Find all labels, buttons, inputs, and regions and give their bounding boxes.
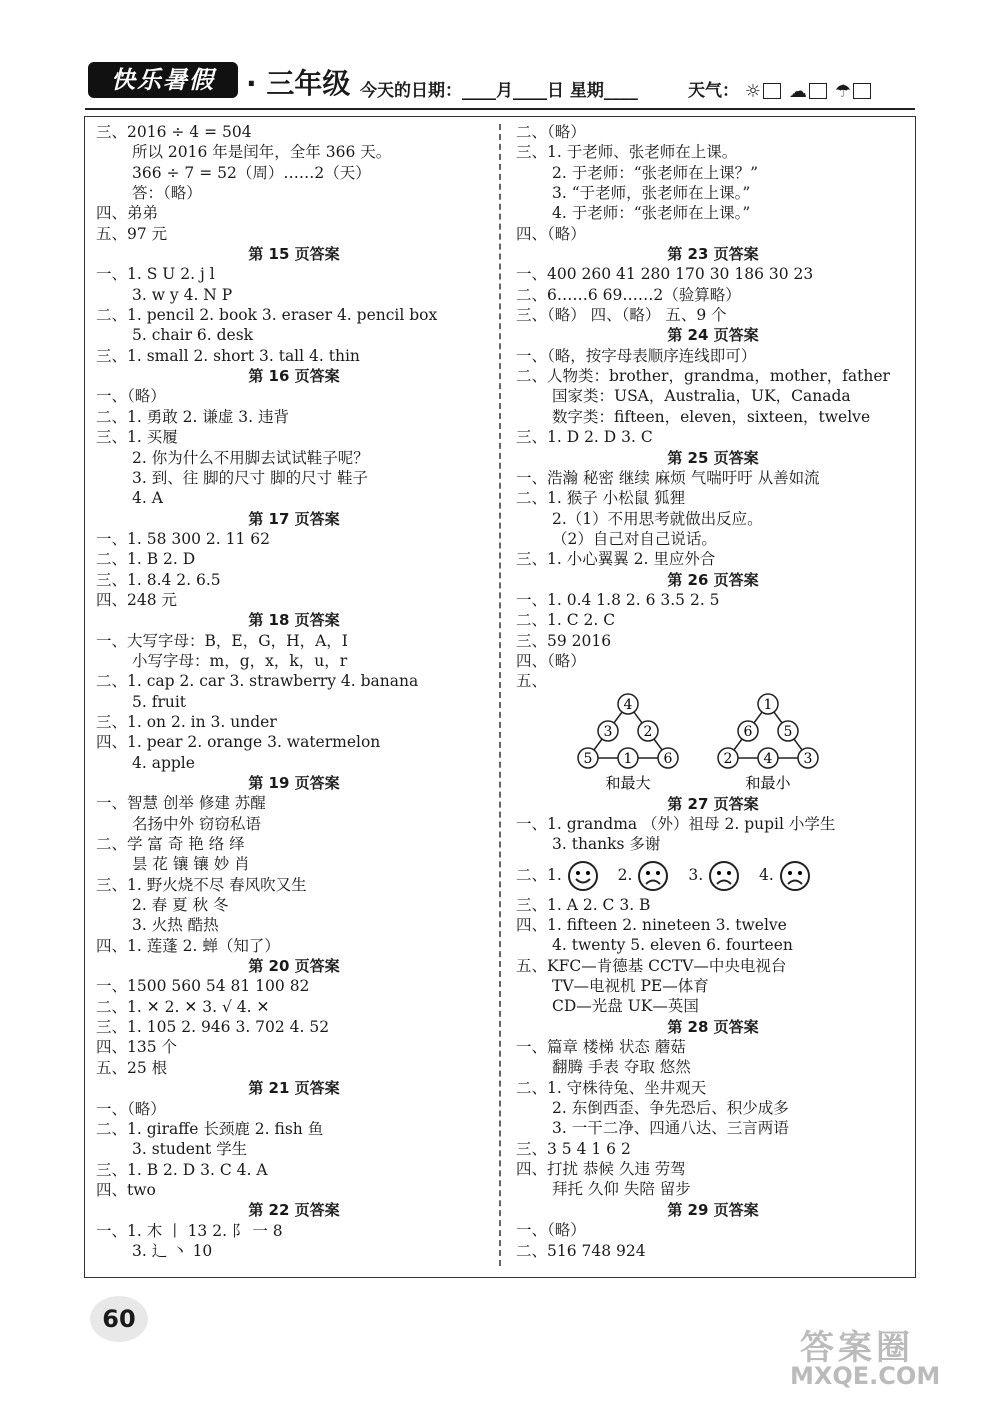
answer-line: 三、2016 ÷ 4 = 504 [96, 123, 252, 141]
answer-line: 四、1. pear 2. orange 3. watermelon [96, 733, 381, 752]
faces-label-2: 2. [617, 865, 633, 884]
answer-line: 一、（略） [516, 1221, 586, 1240]
answer-line: 3. 火热 酷热 [132, 916, 219, 935]
answer-line: 一、大写字母：B，E，G，H，A，I [96, 631, 348, 650]
weather-field [688, 76, 873, 102]
answer-line: 二、516 748 924 [516, 1241, 646, 1260]
sad-face-icon [637, 860, 669, 892]
answer-line: 2. 于老师：“张老师在上课？” [552, 163, 759, 182]
answer-line: 二、1. pencil 2. book 3. eraser 4. pencil box [96, 306, 438, 325]
left-column [96, 122, 492, 1261]
answer-line: 一、浩瀚 秘密 继续 麻烦 气喘吁吁 从善如流 [516, 468, 820, 487]
triangle-node-value: 5 [583, 750, 593, 767]
answer-line: 二、（略） [516, 123, 586, 141]
answer-line: 四、135 个 [96, 1038, 178, 1057]
answer-line: 四、248 元 [96, 590, 178, 609]
section-heading: 第 29 页答案 [667, 1200, 759, 1219]
answer-line: 名扬中外 窃窃私语 [132, 814, 261, 833]
triangle-node-value: 3 [603, 723, 613, 740]
section-heading: 第 24 页答案 [667, 326, 759, 345]
faces-label-3: 3. [688, 865, 704, 884]
answer-line: 答：（略） [132, 184, 202, 203]
book-logo: 快乐暑假 [88, 62, 238, 98]
answer-line: 一、（略） [96, 1099, 166, 1118]
sad-face-icon [708, 860, 740, 892]
rain-icon: ☂ [834, 80, 852, 102]
answer-line: 2. 东倒西歪、争先恐后、积少成多 [552, 1099, 789, 1118]
section-heading: 第 26 页答案 [667, 570, 759, 589]
page-number: 60 [90, 1296, 148, 1342]
answer-line: 一、1500 560 54 81 100 82 [96, 977, 310, 996]
answer-line: 四、弟弟 [96, 204, 159, 223]
answer-line: 四、1. 莲蓬 2. 蝉（知了） [96, 936, 280, 955]
triangle-node-value: 1 [763, 696, 773, 713]
answer-line: 三、1. B 2. D 3. C 4. A [96, 1160, 268, 1179]
triangle-node-value: 4 [763, 750, 773, 767]
answer-line: 二、1. ✕ 2. ✕ 3. √ 4. ✕ [96, 997, 270, 1016]
section-heading: 第 22 页答案 [248, 1201, 340, 1220]
answer-line: 4. apple [132, 753, 195, 772]
answer-line: 二、学 富 奇 艳 络 绎 [96, 835, 245, 854]
answer-line: 3. thanks 多谢 [552, 835, 661, 854]
answer-line: 一、1. 0.4 1.8 2. 6 3.5 2. 5 [516, 590, 720, 609]
answer-line: 366 ÷ 7 = 52（周）……2（天） [132, 163, 371, 182]
section-heading: 第 23 页答案 [667, 245, 759, 264]
grade-label: · 三年级 [246, 67, 351, 100]
answer-line: （2）自己对自己说话。 [552, 529, 717, 548]
answer-line: 3. 到、往 脚的尺寸 脚的尺寸 鞋子 [132, 468, 368, 487]
answer-line: 二、1. giraffe 长颈鹿 2. fish 鱼 [96, 1119, 324, 1138]
answer-line: 4. twenty 5. eleven 6. fourteen [552, 936, 793, 955]
answer-line: 三、1. 买履 [96, 428, 178, 447]
page-header [88, 58, 908, 108]
section-heading: 第 20 页答案 [248, 957, 340, 976]
smile-face-icon [567, 860, 599, 892]
triangle-diagram [516, 692, 910, 794]
answer-line: 三、（略） 四、（略） 五、9 个 [516, 306, 727, 325]
answer-line: 一、智慧 创举 修建 苏醒 [96, 794, 266, 813]
triangle-node-value: 2 [723, 750, 733, 767]
answer-line: 三、1. 于老师、张老师在上课。 [516, 143, 738, 162]
triangle-puzzles [516, 692, 910, 794]
answer-line: 三、1. 105 2. 946 3. 702 4. 52 [96, 1018, 330, 1037]
answer-line: 三、1. D 2. D 3. C [516, 428, 653, 447]
answer-line: 3. student 学生 [132, 1140, 248, 1159]
triangle-node-value: 4 [623, 696, 633, 713]
answer-line: 五、97 元 [96, 224, 168, 243]
section-heading: 第 18 页答案 [248, 611, 340, 630]
date-line: 今天的日期：____月____日 星期____ [360, 81, 638, 101]
section-heading: 第 15 页答案 [248, 245, 340, 264]
watermark-url: MXQE.COM [790, 1362, 941, 1390]
section-heading: 第 17 页答案 [248, 509, 340, 528]
section-heading: 第 27 页答案 [667, 794, 759, 813]
answer-line: 二、1. 守株待兔、坐井观天 [516, 1078, 707, 1097]
answer-line: 5. fruit [132, 692, 187, 711]
cloud-icon: ☁ [788, 80, 807, 102]
checkbox [763, 83, 781, 99]
triangle-caption: 和最大 [605, 773, 651, 792]
answer-line: 2. 你为什么不用脚去试试鞋子呢？ [132, 448, 369, 467]
answer-line: 四、1. fifteen 2. nineteen 3. twelve [516, 916, 787, 934]
answer-line: 小写字母：m，g，x，k，u，r [132, 651, 348, 670]
answer-line: 一、1. S U 2. j l [96, 265, 215, 284]
answer-line: 一、（略，按字母表顺序连线即可） [516, 346, 757, 365]
triangle-node-value: 6 [743, 723, 753, 740]
answer-line: 二、1. 猴子 小松鼠 狐狸 [516, 489, 686, 508]
triangle-node-value: 1 [623, 750, 633, 767]
answer-line: 一、400 260 41 280 170 30 186 30 23 [516, 265, 814, 284]
answer-line: 四、（略） [516, 224, 586, 243]
answer-line: 三、59 2016 [516, 631, 612, 650]
answer-line: 3. “于老师，张老师在上课。” [552, 184, 751, 203]
triangle-node-value: 2 [643, 723, 653, 740]
answer-line: 二、1. C 2. C [516, 611, 616, 630]
answer-line: 一、1. grandma （外）祖母 2. pupil 小学生 [516, 814, 836, 833]
answer-line: 三、1. on 2. in 3. under [96, 712, 277, 731]
answer-line: 3. 一干二净、四通八达、三言两语 [552, 1119, 789, 1138]
section-heading: 第 19 页答案 [248, 774, 340, 792]
watermark-logo: 答案圈 [800, 1328, 914, 1368]
faces-prefix: 二、1. [516, 865, 562, 884]
answer-line: 国家类：USA，Australia，UK，Canada [552, 387, 851, 406]
answer-line: 四、（略） [516, 651, 586, 670]
answer-line: 昙 花 镶 镶 妙 肖 [132, 855, 250, 874]
answer-line: 三、1. 小心翼翼 2. 里应外合 [516, 550, 716, 569]
section-heading: 第 28 页答案 [667, 1017, 759, 1036]
section-heading: 第 25 页答案 [667, 448, 759, 467]
answer-line: 五、KFC—肯德基 CCTV—中央电视台 [516, 956, 787, 975]
answer-line: 五、 [516, 672, 548, 691]
answer-line: 一、篇章 楼梯 状态 蘑菇 [516, 1038, 686, 1057]
triangle-node-value: 6 [663, 750, 673, 767]
answer-line: 二、1. 勇敢 2. 谦虚 3. 违背 [96, 407, 290, 426]
weather-label: 天气： [688, 81, 739, 101]
triangle-node-value: 3 [803, 750, 813, 767]
faces-row [516, 855, 910, 895]
answer-line: 二、1. B 2. D [96, 550, 196, 569]
answer-line: 三、1. 8.4 2. 6.5 [96, 570, 221, 589]
faces-label-4: 4. [759, 865, 774, 884]
answer-line: 3. 辶 丶 10 [132, 1241, 213, 1260]
answer-line: 一、1. 木 丨 13 2. 阝 一 8 [96, 1221, 283, 1240]
answer-line: 四、two [96, 1180, 156, 1199]
answer-line: 二、1. cap 2. car 3. strawberry 4. banana [96, 672, 419, 691]
answer-line: 2. 春 夏 秋 冬 [132, 896, 229, 915]
sun-icon: ☼ [744, 80, 762, 102]
section-heading: 第 16 页答案 [248, 367, 340, 386]
answer-line: 三、1. 野火烧不尽 春风吹又生 [96, 875, 307, 894]
answer-line: 3. w y 4. N P [132, 285, 233, 304]
sad-face-icon [779, 860, 811, 892]
answer-line: 翻腾 手表 夺取 悠然 [552, 1058, 691, 1077]
answer-line: 四、打扰 恭候 久违 劳驾 [516, 1160, 686, 1179]
section-heading: 第 21 页答案 [248, 1079, 340, 1098]
answer-line: 三、1. A 2. C 3. B [516, 895, 651, 914]
answer-line: 所以 2016 年是闰年，全年 366 天。 [132, 143, 392, 162]
answer-line: 4. 于老师：“张老师在上课。” [552, 204, 751, 223]
checkbox [853, 83, 871, 99]
column-divider [499, 124, 501, 1266]
answer-line: 一、1. 58 300 2. 11 62 [96, 529, 270, 548]
answer-line: 数字类：fifteen，eleven，sixteen，twelve [552, 407, 871, 426]
answer-line: 五、25 根 [96, 1058, 168, 1077]
answer-line: TV—电视机 PE—体育 [552, 977, 709, 996]
answer-line: 二、人物类：brother，grandma，mother，father [516, 367, 890, 386]
answer-line: 5. chair 6. desk [132, 326, 254, 345]
answer-line: 一、（略） [96, 387, 166, 406]
answer-line: 三、3 5 4 1 6 2 [516, 1139, 631, 1158]
checkbox [809, 83, 827, 99]
right-column [516, 122, 910, 1261]
answer-line: CD—光盘 UK—英国 [552, 997, 699, 1016]
triangle-caption: 和最小 [745, 773, 791, 792]
answer-line: 二、6……6 69……2（验算略） [516, 285, 741, 304]
triangle-node-value: 5 [783, 723, 793, 740]
answer-line: 4. A [132, 489, 163, 508]
answer-line: 2.（1）不用思考就做出反应。 [552, 509, 763, 528]
answer-line: 三、1. small 2. short 3. tall 4. thin [96, 346, 360, 365]
header-rule [85, 108, 915, 110]
answer-line: 拜托 久仰 失陪 留步 [552, 1180, 691, 1199]
